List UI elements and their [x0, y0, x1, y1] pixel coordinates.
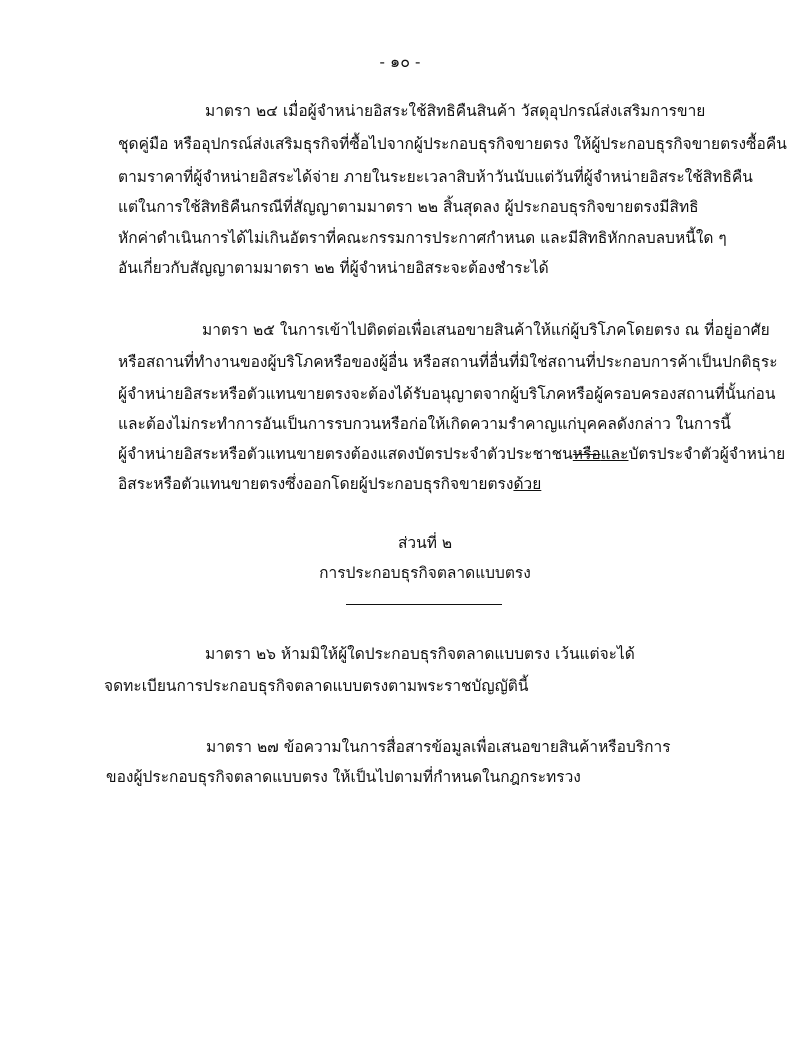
- section-24-line-6: อันเกี่ยวกับสัญญาตามมาตรา ๒๒ ที่ผู้จำหน่ายอิสระจะต้องชำระได้: [118, 259, 549, 277]
- underlined-word-end: ด้วย: [513, 475, 542, 493]
- section-24-line-1: มาตรา ๒๔ เมื่อผู้จำหน่ายอิสระใช้สิทธิคืนสินค้า วัสดุอุปกรณ์ส่งเสริมการขาย: [205, 102, 706, 120]
- section-24-line-2: ชุดคู่มือ หรืออุปกรณ์ส่งเสริมธุรกิจที่ซื้อไปจากผู้ประกอบธุรกิจขายตรง ให้ผู้ประกอบธุรกิจขายตรงซื้อคืน: [118, 135, 787, 153]
- section-25-line-6-text: อิสระหรือตัวแทนขายตรงซึ่งออกโดยผู้ประกอบธุรกิจขายตรง: [118, 475, 514, 493]
- section-25-line-5-text-end: บัตรประจำตัวผู้จำหน่าย: [628, 445, 786, 463]
- section-25-line-2: หรือสถานที่ทำงานของผู้บริโภคหรือของผู้อื่น หรือสถานที่อื่นที่มิใช่สถานที่ประกอบการค้าเป็นปกติธุระ: [118, 353, 778, 371]
- section-25-line-3: ผู้จำหน่ายอิสระหรือตัวแทนขายตรงจะต้องได้รับอนุญาตจากผู้บริโภคหรือผู้ครอบครองสถานที่นั้นก่อน: [118, 385, 776, 403]
- section-24-line-3: ตามราคาที่ผู้จำหน่ายอิสระได้จ่าย ภายในระยะเวลาสิบห้าวันนับแต่วันที่ผู้จำหน่ายอิสระใช้สิทธิคืน: [118, 168, 753, 186]
- section-26-line-2: จดทะเบียนการประกอบธุรกิจตลาดแบบตรงตามพระราชบัญญัตินี้: [104, 677, 529, 695]
- section-25-line-1: มาตรา ๒๕ ในการเข้าไปติดต่อเพื่อเสนอขายสินค้าให้แก่ผู้บริโภคโดยตรง ณ ที่อยู่อาศัย: [202, 321, 770, 339]
- section-24-line-5: หักค่าดำเนินการได้ไม่เกินอัตราที่คณะกรรมการประกาศกำหนด และมีสิทธิหักกลบลบหนี้ใด ๆ: [118, 229, 727, 247]
- section-26-line-1: มาตรา ๒๖ ห้ามมิให้ผู้ใดประกอบธุรกิจตลาดแบบตรง เว้นแต่จะได้: [205, 645, 635, 663]
- part-subheading: การประกอบธุรกิจตลาดแบบตรง: [319, 564, 531, 582]
- struck-word: หรือ: [572, 445, 601, 463]
- section-25-line-4: และต้องไม่กระทำการอันเป็นการรบกวนหรือก่อให้เกิดความรำคาญแก่บุคคลดังกล่าว ในการนี้: [118, 415, 731, 433]
- page-number: - ๑๐ -: [379, 52, 421, 71]
- part-heading: ส่วนที่ ๒: [397, 534, 453, 552]
- section-27-line-1: มาตรา ๒๗ ข้อความในการสื่อสารข้อมูลเพื่อเสนอขายสินค้าหรือบริการ: [206, 738, 671, 756]
- section-25-line-5-text: ผู้จำหน่ายอิสระหรือตัวแทนขายตรงต้องแสดงบัตรประจำตัวประชาชน: [118, 445, 573, 463]
- heading-divider: [346, 604, 502, 605]
- underlined-word: และ: [600, 445, 629, 463]
- section-24-line-4: แต่ในการใช้สิทธิคืนกรณีที่สัญญาตามมาตรา ๒๒ สิ้นสุดลง ผู้ประกอบธุรกิจขายตรงมีสิทธิ: [118, 198, 699, 216]
- section-25-line-6: [118, 474, 541, 494]
- section-25-line-5: [118, 444, 785, 464]
- section-27-line-2: ของผู้ประกอบธุรกิจตลาดแบบตรง ให้เป็นไปตามที่กำหนดในกฎกระทรวง: [106, 768, 581, 786]
